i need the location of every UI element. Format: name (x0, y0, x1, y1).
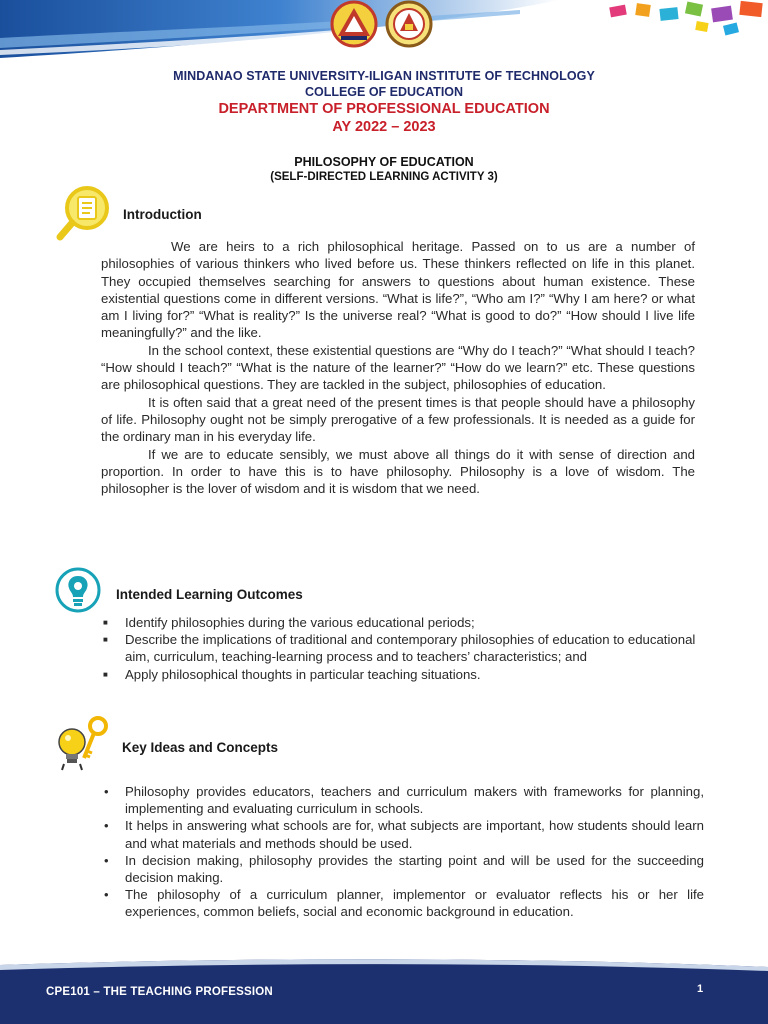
banner-graphic (0, 0, 768, 62)
document-title: PHILOSOPHY OF EDUCATION (294, 155, 474, 169)
square-bullet-icon: ■ (103, 635, 108, 645)
bullet-icon: • (104, 887, 109, 903)
list-item (101, 614, 706, 631)
list-item (101, 783, 704, 817)
intro-paragraph: If we are to educate sensibly, we must above all things do it with sense of direction and proportion. In order to have this is to have philosophy. Philosophy is a love of wisdom. The philosopher is the lover of wisdom and it is wisdom that we need. (101, 446, 695, 497)
department-name: DEPARTMENT OF PROFESSIONAL EDUCATION (218, 101, 550, 117)
college-name: COLLEGE OF EDUCATION (304, 85, 464, 99)
introduction-body (101, 238, 695, 497)
intro-paragraph: In the school context, these existential questions are “Why do I teach?” “What should I teach? “How should I teach?” “What is the nature of the learner?” “How do we learn?” etc. These questions are philosophical questions. They are tackled in the subject, philosophies of education. (101, 342, 695, 393)
list-item (101, 817, 704, 851)
bullet-icon: • (104, 818, 109, 834)
list-item-text: Describe the implications of traditional and contemporary philosophies of education to educational aim, curriculum, teaching-learning process and to teachers’ characteristics; and (125, 632, 696, 665)
introduction-heading: Introduction (123, 207, 202, 222)
top-banner (0, 0, 768, 62)
list-item-text: Philosophy provides educators, teachers and curriculum makers with frameworks for planning, implementing and evaluating curriculum in schools. (125, 784, 704, 817)
lightbulb-gear-icon (55, 567, 101, 613)
institution-header (0, 68, 768, 136)
list-item-text: In decision making, philosophy provides the starting point and will be used for the succeeding decision making. (125, 852, 704, 886)
list-item (101, 631, 706, 665)
course-label: CPE101 – THE TEACHING PROFESSION (46, 986, 273, 998)
square-bullet-icon: ■ (103, 669, 108, 679)
bullet-icon: • (104, 784, 109, 799)
learning-outcomes-list (101, 614, 706, 683)
key-ideas-heading: Key Ideas and Concepts (122, 740, 279, 755)
university-name: MINDANAO STATE UNIVERSITY-ILIGAN INSTITUTE OF TECHNOLOGY (173, 69, 595, 83)
list-item (101, 666, 706, 683)
intro-paragraph: It is often said that a great need of the present times is that people should have a philosophy of life. Philosophy ought not be simply prerogative of a few professionals. It is needed as a guide for the ordinary man in his everyday life. (101, 394, 695, 445)
learning-outcomes-heading: Intended Learning Outcomes (116, 587, 303, 602)
academic-year: AY 2022 – 2023 (332, 119, 436, 135)
college-logo (385, 0, 433, 48)
list-item (101, 886, 704, 920)
page-number: 1 (697, 983, 704, 995)
magnifier-document-icon (54, 185, 110, 243)
square-bullet-icon: ■ (103, 618, 108, 627)
document-subtitle: (SELF-DIRECTED LEARNING ACTIVITY 3) (270, 171, 498, 183)
msu-iit-logo (329, 0, 379, 48)
lightbulb-key-icon (54, 714, 114, 774)
list-item-text: The philosophy of a curriculum planner, implementor or evaluator reflects his or her life experiences, common beliefs, social and economic background in education. (125, 887, 704, 920)
list-item-text: Apply philosophical thoughts in particular teaching situations. (125, 666, 481, 682)
list-item-text: It helps in answering what schools are for, what subjects are important, how students should learn and what materials and methods should be used. (125, 818, 704, 851)
bullet-icon: • (104, 852, 109, 868)
list-item (101, 852, 704, 886)
document-title-block (0, 154, 768, 185)
intro-paragraph: We are heirs to a rich philosophical heritage. Passed on to us are a number of philosophies of various thinkers who lived before us. These thinkers reflected on life in this planet. They occupied themselves searching for answers to questions about human existence. These existential questions come in different versions. “What is life?”, “Who am I?” “Why I am here? or what am I living for?” “What is reality?” Is the universe real? “What is good to do?” “How should I live life meaningfully?” and the like. (101, 239, 695, 341)
list-item-text: Identify philosophies during the various educational periods; (125, 615, 475, 630)
key-ideas-list (101, 783, 704, 921)
